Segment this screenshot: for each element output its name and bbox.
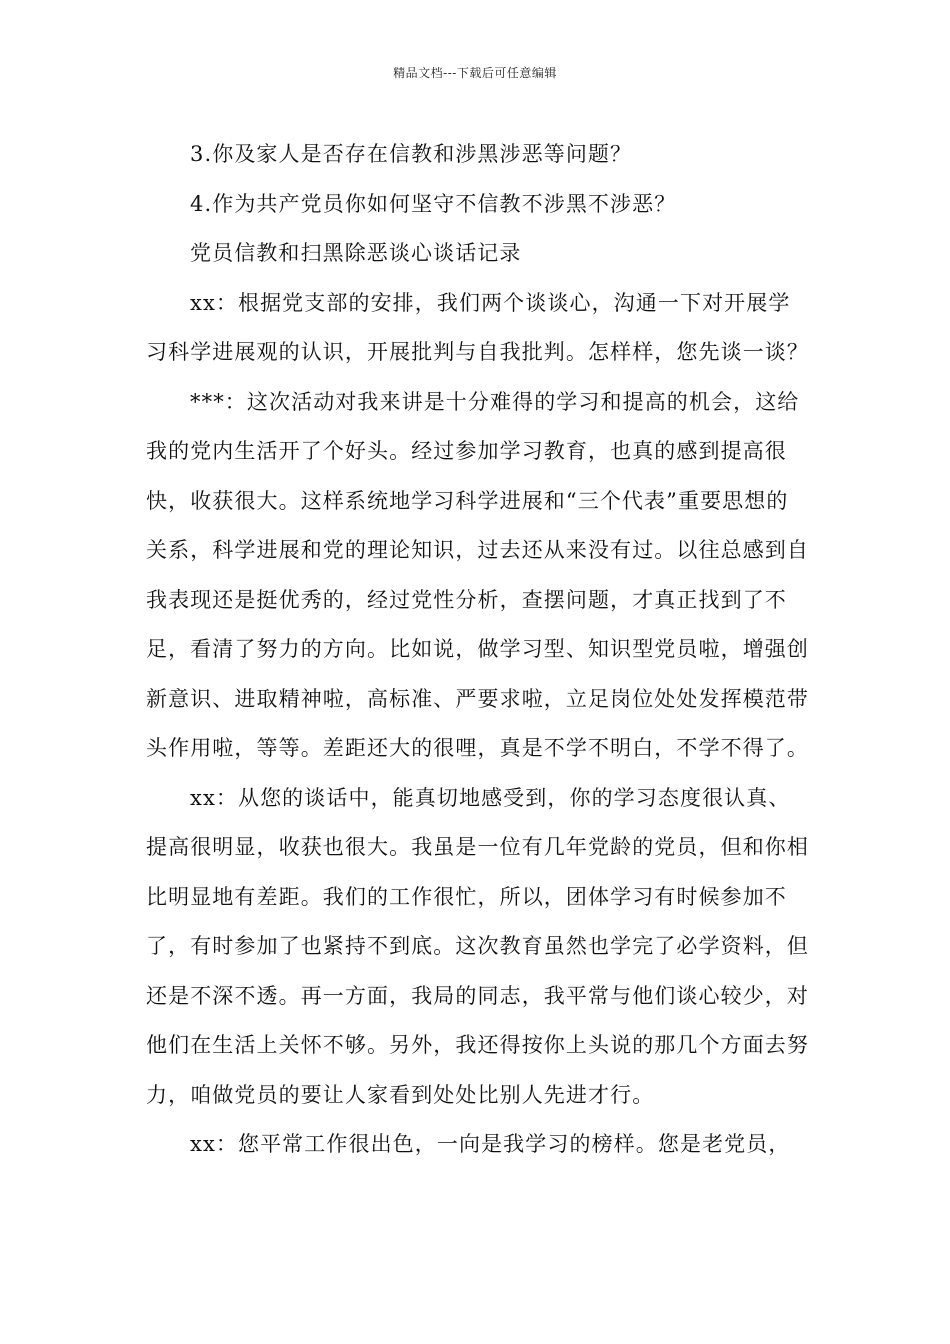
- page-header: 精品文档---下载后可任意编辑: [393, 66, 557, 80]
- paragraph-dialogue-2: ***：这次活动对我来讲是十分难得的学习和提高的机会，这给我的党内生活开了个好头。经过参加学习教育，也真的感到提高很快，收获很大。这样系统地学习科学进展和“三个代表”重要思想的关系，科学进展和党的理论知识，过去还从来没有过。以往总感到自我表现还是挺优秀的，经过党性分析，查摆问题，才真正找到了不足，看清了努力的方向。比如说，做学习型、知识型党员啦，增强创新意识、进取精神啦，高标准、严要求啦，立足岗位处处发挥模范带头作用啦，等等。差距还大的很哩，真是不学不明白，不学不得了。: [146, 389, 809, 760]
- paragraph-dialogue-4: xx：您平常工作很出色，一向是我学习的榜样。您是老党员，: [190, 1132, 791, 1156]
- document-body: [146, 130, 810, 1170]
- paragraph-dialogue-1: xx：根据党支部的安排，我们两个谈谈心，沟通一下对开展学习科学进展观的认识，开展批判与自我批判。怎样样，您先谈一谈？: [146, 290, 809, 364]
- paragraph-question-4: 4.作为共产党员你如何坚守不信教不涉黑不涉恶？: [190, 191, 677, 216]
- paragraph-question-3: 3.你及家人是否存在信教和涉黑涉恶等问题？: [190, 142, 633, 166]
- section-title: 党员信教和扫黑除恶谈心谈话记录: [190, 241, 522, 265]
- paragraph-dialogue-3: xx：从您的谈话中，能真切地感受到，你的学习态度很认真、提高很明显，收获也很大。我虽是一位有几年党龄的党员，但和你相比明显地有差距。我们的工作很忙，所以，团体学习有时候参加不了，有时参加了也紧持不到底。这次教育虽然也学完了必学资料，但还是不深不透。再一方面，我局的同志，我平常与他们谈心较少，对他们在生活上关怀不够。另外，我还得按你上头说的那几个方面去努力，咱做党员的要让人家看到处处比别人先进才行。: [146, 785, 809, 1107]
